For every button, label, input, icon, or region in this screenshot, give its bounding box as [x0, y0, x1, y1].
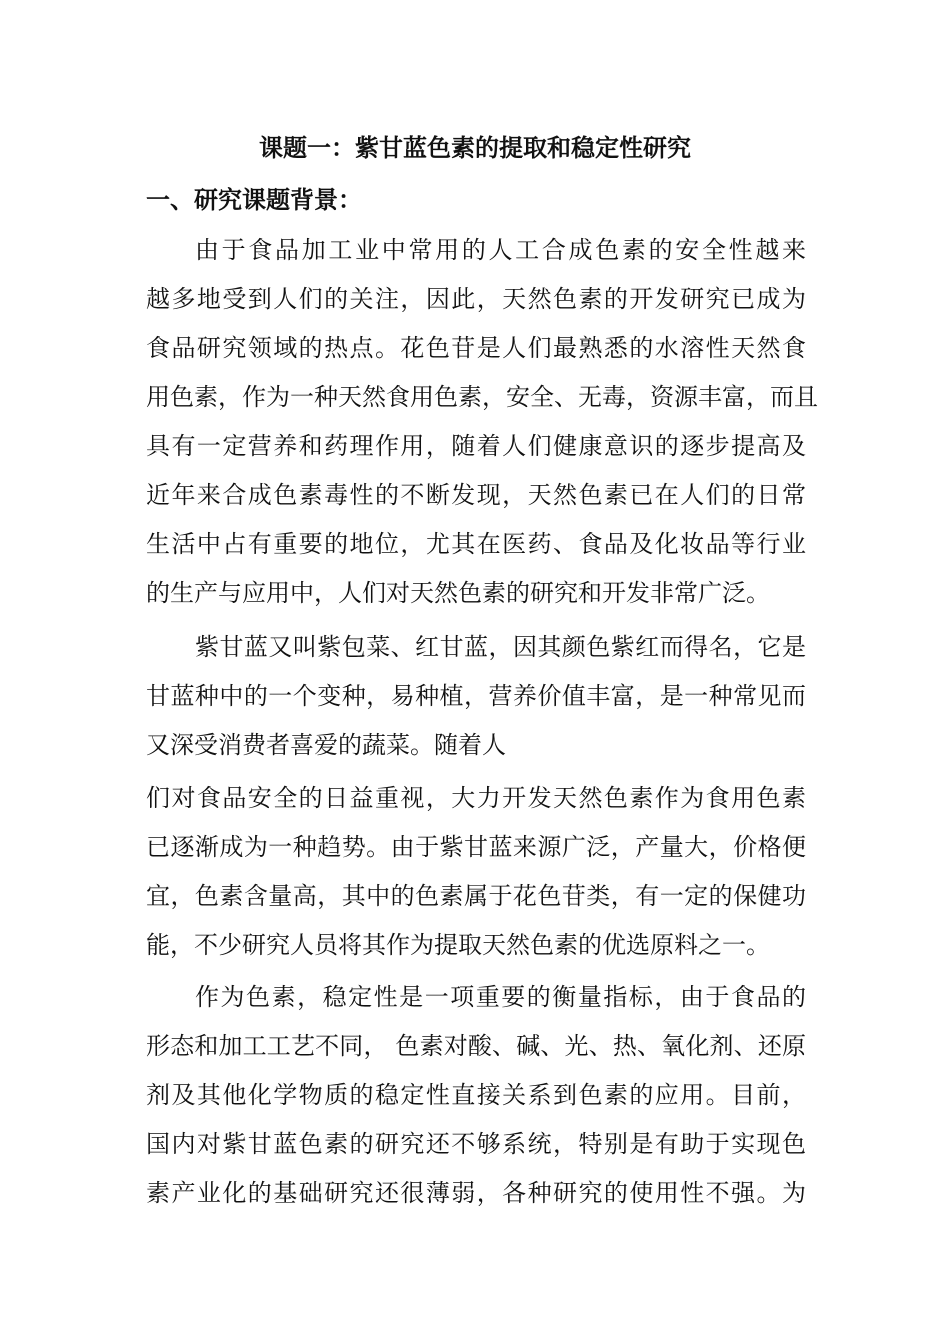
document-title: 课题一：紫甘蓝色素的提取和稳定性研究 [259, 133, 691, 162]
paragraph-line: 作为色素，稳定性是一项重要的衡量指标，由于食品的 [195, 983, 806, 1011]
paragraph-line: 剂及其他化学物质的稳定性直接关系到色素的应用。目前， [146, 1081, 806, 1109]
paragraph-line: 用色素，作为一种天然食用色素，安全、无毒，资源丰富，而且 [146, 383, 818, 411]
paragraph-line: 具有一定营养和药理作用，随着人们健康意识的逐步提高及 [146, 432, 806, 460]
paragraph-line: 甘蓝种中的一个变种，易种植，营养价值丰富，是一种常见而 [146, 682, 806, 710]
paragraph-line: 又深受消费者喜爱的蔬菜。随着人 [146, 731, 506, 759]
paragraph-line: 形态和加工工艺不同， 色素对酸、碱、光、热、氧化剂、还原 [146, 1032, 806, 1060]
paragraph-line: 越多地受到人们的关注，因此，天然色素的开发研究已成为 [146, 285, 806, 313]
paragraph-line: 生活中占有重要的地位，尤其在医药、食品及化妆品等行业 [146, 530, 806, 558]
paragraph-line: 的生产与应用中，人们对天然色素的研究和开发非常广泛。 [146, 579, 770, 607]
paragraph-line: 由于食品加工业中常用的人工合成色素的安全性越来 [195, 236, 806, 264]
paragraph-line: 能，不少研究人员将其作为提取天然色素的优选原料之一。 [146, 931, 770, 959]
paragraph-line: 们对食品安全的日益重视，大力开发天然色素作为食用色素 [146, 784, 806, 812]
paragraph-line: 食品研究领域的热点。花色苷是人们最熟悉的水溶性天然食 [146, 334, 806, 362]
paragraph-line: 近年来合成色素毒性的不断发现，天然色素已在人们的日常 [146, 481, 806, 509]
paragraph-line: 国内对紫甘蓝色素的研究还不够系统，特别是有助于实现色 [146, 1130, 806, 1158]
paragraph-line: 紫甘蓝又叫紫包菜、红甘蓝，因其颜色紫红而得名，它是 [195, 633, 806, 661]
section-heading: 一、研究课题背景： [146, 185, 362, 214]
paragraph-line: 宜，色素含量高，其中的色素属于花色苷类，有一定的保健功 [146, 882, 806, 910]
paragraph-line: 已逐渐成为一种趋势。由于紫甘蓝来源广泛，产量大，价格便 [146, 833, 806, 861]
paragraph-line: 素产业化的基础研究还很薄弱，各种研究的使用性不强。为 [146, 1179, 806, 1207]
